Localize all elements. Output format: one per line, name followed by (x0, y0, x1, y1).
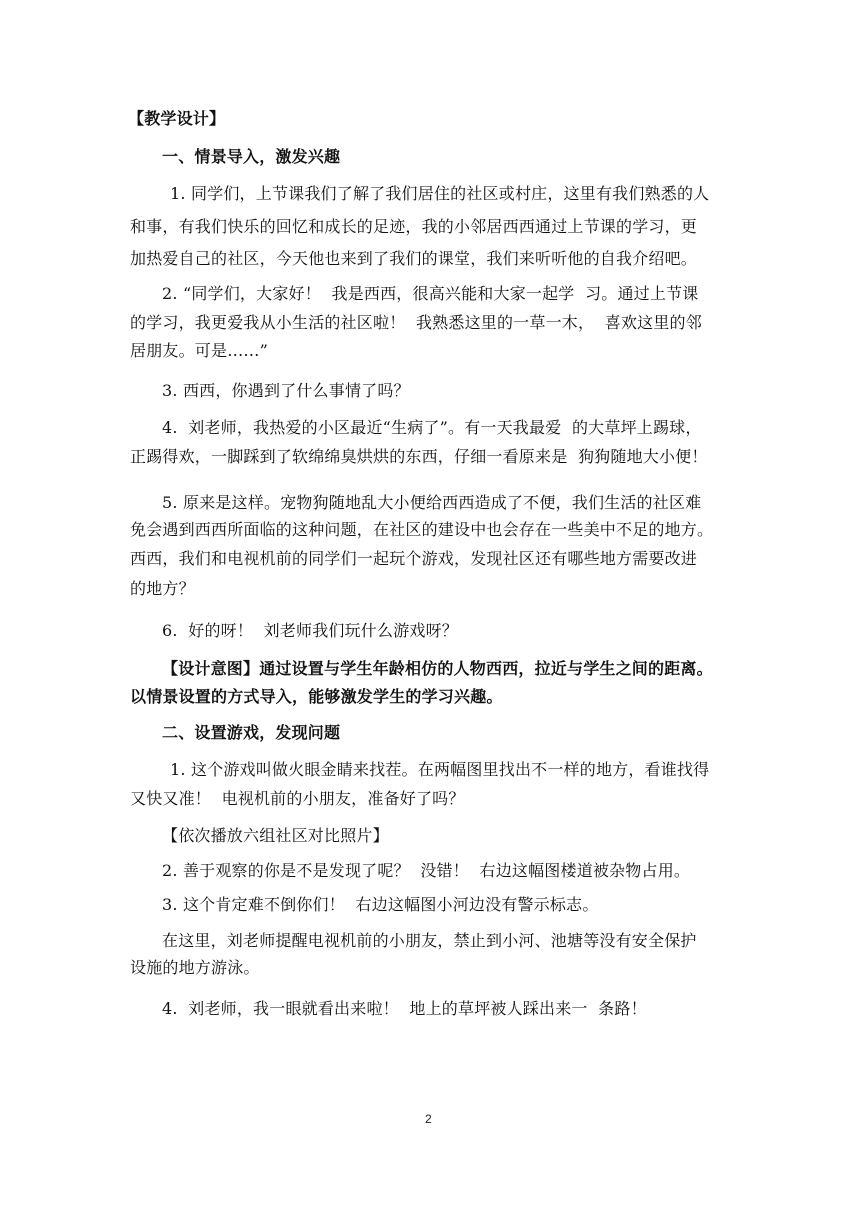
p6: 6. 好的呀！ 刘老师我们玩什么游戏呀？ (162, 621, 459, 640)
p1-line-1: 1. 同学们，上节课我们了解了我们居住的社区或村庄，这里有我们熟悉的人 (170, 184, 710, 203)
design-intent-line-1: 【设计意图】通过设置与学生年龄相仿的人物西西，拉近与学生之间的距离。 (162, 659, 713, 678)
p5-line-2: 免会遇到西西所面临的这种问题，在社区的建设中也会存在一些美中不足的地方。 (130, 520, 714, 539)
p4-line-1: 4. 刘老师，我热爱的小区最近“生病了”。有一天我最爱 的大草坪上踢球， (162, 418, 702, 437)
design-intent-line-2: 以情景设置的方式导入，能够激发学生的学习兴趣。 (130, 687, 503, 706)
q1-line-2: 又快又准！ 电视机前的小朋友，准备好了吗？ (130, 789, 465, 808)
doc-heading: 【教学设计】 (128, 109, 226, 128)
q1-line-1: 1. 这个游戏叫做火眼金睛来找茬。在两幅图里找出不一样的地方，看谁找得 (170, 760, 710, 779)
section-1-title: 一、情景导入，激发兴趣 (162, 147, 341, 166)
p1-line-2: 和事，有我们快乐的回忆和成长的足迹，我的小邻居西西通过上节课的学习，更 (130, 217, 698, 236)
q4: 4. 刘老师，我一眼就看出来啦！ 地上的草坪被人踩出来一 条路！ (162, 999, 647, 1018)
q3: 3. 这个肯定难不倒你们！ 右边这幅图小河边没有警示标志。 (162, 895, 599, 914)
p5-line-3: 西西，我们和电视机前的同学们一起玩个游戏，发现社区还有哪些地方需要改进 (130, 549, 698, 568)
p1-line-3: 加热爱自己的社区，今天他也来到了我们的课堂，我们来听听他的自我介绍吧。 (130, 249, 698, 268)
p2-line-3: 居朋友。可是……” (130, 341, 268, 360)
p5-line-4: 的地方？ (130, 579, 195, 598)
page-number: 2 (425, 1112, 432, 1126)
q2: 2. 善于观察的你是不是发现了呢？ 没错！ 右边这幅图楼道被杂物占用。 (162, 861, 691, 880)
q1-note: 【依次播放六组社区对比照片】 (162, 826, 389, 845)
q3-note-line-2: 设施的地方游泳。 (130, 958, 260, 977)
section-2-title: 二、设置游戏，发现问题 (162, 723, 341, 742)
q3-note-line-1: 在这里，刘老师提醒电视机前的小朋友，禁止到小河、池塘等没有安全保护 (162, 931, 697, 950)
p5-line-1: 5. 原来是这样。宠物狗随地乱大小便给西西造成了不便，我们生活的社区难 (162, 493, 702, 512)
p3: 3. 西西，你遇到了什么事情了吗？ (162, 381, 410, 400)
p4-line-2: 正踢得欢，一脚踩到了软绵绵臭烘烘的东西，仔细一看原来是 狗狗随地大小便！ (130, 447, 708, 466)
p2-line-1: 2. “同学们，大家好！ 我是西西，很高兴能和大家一起学 习。通过上节课 (162, 284, 699, 303)
p2-line-2: 的学习，我更爱我从小生活的社区啦！ 我熟悉这里的一草一木， 喜欢这里的邻 (130, 313, 702, 332)
